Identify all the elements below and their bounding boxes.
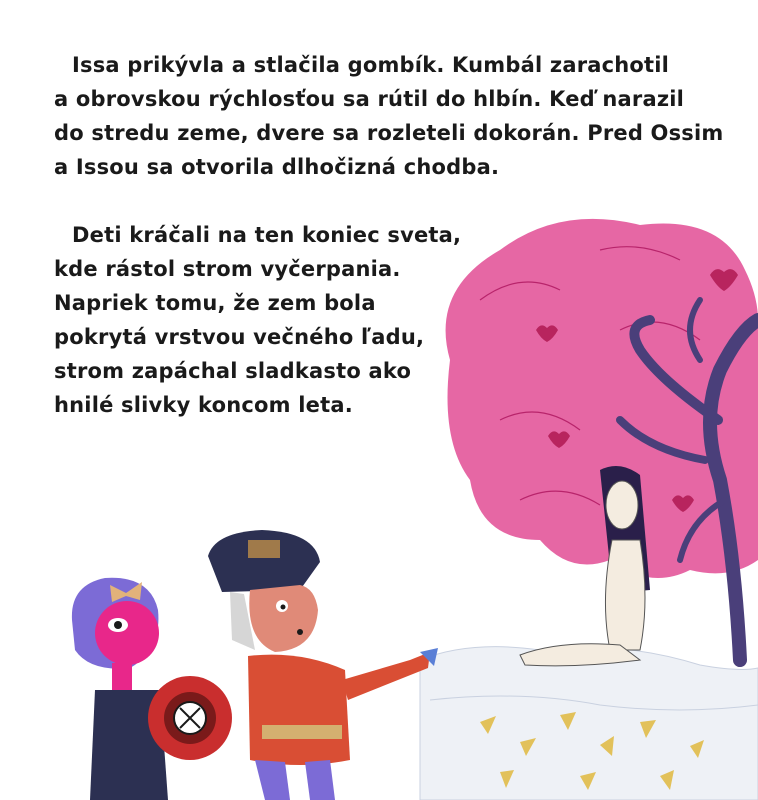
text-line: a obrovskou rýchlosťou sa rútil do hlbín. Keď narazil bbox=[54, 87, 685, 111]
paragraph-1 bbox=[54, 48, 724, 184]
text-line: pokrytá vrstvou večného ľadu, bbox=[54, 325, 425, 349]
text-line: Napriek tomu, že zem bola bbox=[54, 291, 376, 315]
text-line: Deti kráčali na ten koniec sveta, bbox=[72, 223, 462, 247]
text-line: kde rástol strom vyčerpania. bbox=[54, 257, 401, 281]
text-line: hnilé slivky koncom leta. bbox=[54, 393, 353, 417]
paragraph-2 bbox=[54, 218, 462, 422]
boy-character bbox=[208, 530, 438, 800]
text-line: do stredu zeme, dvere sa rozleteli dokorán. Pred Ossim bbox=[54, 121, 724, 145]
girl-character bbox=[72, 578, 232, 800]
text-line: Issa prikývla a stlačila gombík. Kumbál zarachotil bbox=[72, 53, 670, 77]
text-line: a Issou sa otvorila dlhočizná chodba. bbox=[54, 155, 500, 179]
text-line: strom zapáchal sladkasto ako bbox=[54, 359, 412, 383]
